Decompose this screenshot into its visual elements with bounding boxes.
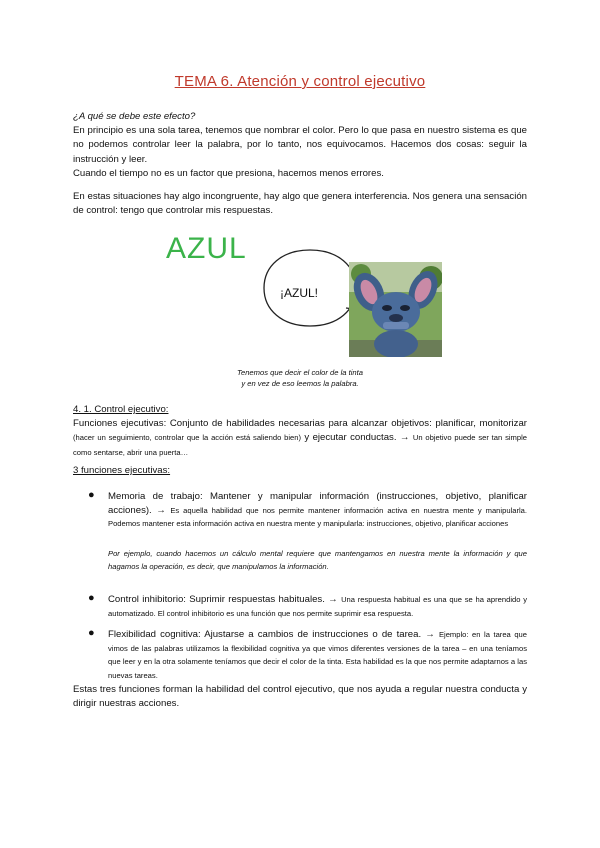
list-item-control-inhibitorio — [108, 593, 527, 620]
speech-bubble-text: ¡AZUL! — [280, 286, 319, 300]
stitch-character-icon — [349, 262, 442, 357]
definition-small-2: Un objetivo puede ser tan simple como sentarse, abrir una puerta… — [73, 433, 528, 457]
functions-heading-block — [73, 464, 527, 478]
figure-caption-line2: y en vez de eso leemos la palabra. — [241, 379, 359, 388]
closing-block — [73, 683, 527, 711]
item-small: Es aquella habilidad que nos permite mantener información activa en nuestra mente y manipularla. Podemos mantener esta información activa en nuestra mente y manipularla: instrucciones, objetivo, planificar acciones — [108, 505, 527, 529]
item-main: Flexibilidad cognitiva: Ajustarse a cambios de instrucciones o de tarea. → — [108, 629, 435, 640]
bullet-dot-icon: ● — [88, 489, 95, 501]
intro-block — [73, 110, 527, 181]
intro-paragraph-3: En estas situaciones hay algo incongruente, hay algo que genera interferencia. Nos genera una sensación de control: tengo que controlar mis respuestas. — [73, 191, 527, 217]
page-title: TEMA 6. Atención y control ejecutivo — [174, 73, 426, 90]
functions-heading: 3 funciones ejecutivas: — [73, 465, 171, 476]
list-item-flexibilidad — [108, 628, 527, 682]
section-heading: 4. 1. Control ejecutivo: — [73, 404, 169, 415]
item-main: Control inhibitorio: Suprimir respuestas habituales. → — [108, 594, 338, 605]
definition-main: Funciones ejecutivas: Conjunto de habilidades necesarias para alcanzar objetivos: planificar, monitorizar — [73, 418, 527, 430]
section-control-ejecutivo — [73, 403, 527, 460]
list-item-memoria — [108, 490, 527, 531]
definition-main-2: y ejecutar conductas. → — [304, 432, 410, 444]
closing-paragraph: Estas tres funciones forman la habilidad del control ejecutivo, que nos ayuda a regular nuestra conducta y dirigir nuestras acciones. — [73, 684, 527, 710]
intro-block-2 — [73, 190, 527, 218]
intro-paragraph-1: En principio es una sola tarea, tenemos que nombrar el color. Pero lo que pasa en nuestro sistema es que no podemos controlar leer la palabra, por lo tanto, nos equivocamos. Hacemos dos cosas: seguir la instrucción y leer. — [73, 125, 527, 165]
stroop-word: AZUL — [166, 232, 247, 265]
definition-paragraph — [73, 417, 527, 460]
figure-caption-line1: Tenemos que decir el color de la tinta — [237, 368, 363, 377]
item-example: Por ejemplo, cuando hacemos un cálculo mental requiere que mantengamos en nuestra mente la información y que hagamos la operación, es decir, que manipulamos la información. — [108, 549, 527, 571]
item-small: Una respuesta habitual es una que se ha aprendido y automatizado. El control inhibitorio es una función que nos permite suprimir esa respuesta. — [108, 595, 527, 618]
item-main: Memoria de trabajo: Mantener y manipular información (instrucciones, objetivo, planificar acciones). → — [108, 491, 527, 516]
bullet-dot-icon: ● — [88, 592, 95, 604]
item-small: Ejemplo: en la tarea que vimos de las palabras utilizamos la flexibilidad cognitiva ya que vimos diferentes versiones de la tarea – en una teníamos que leer y en la otra solamente teníamos que decir el color de la tinta. Esta habilidad es la que nos permite adaptarnos a las nuevas tareas. — [108, 630, 527, 680]
intro-paragraph-2: Cuando el tiempo no es un factor que presiona, hacemos menos errores. — [73, 167, 384, 179]
bullet-dot-icon: ● — [88, 627, 95, 639]
intro-question: ¿A qué se debe este efecto? — [73, 111, 196, 122]
definition-small-1: (hacer un seguimiento, controlar que la acción está saliendo bien) — [73, 433, 302, 443]
